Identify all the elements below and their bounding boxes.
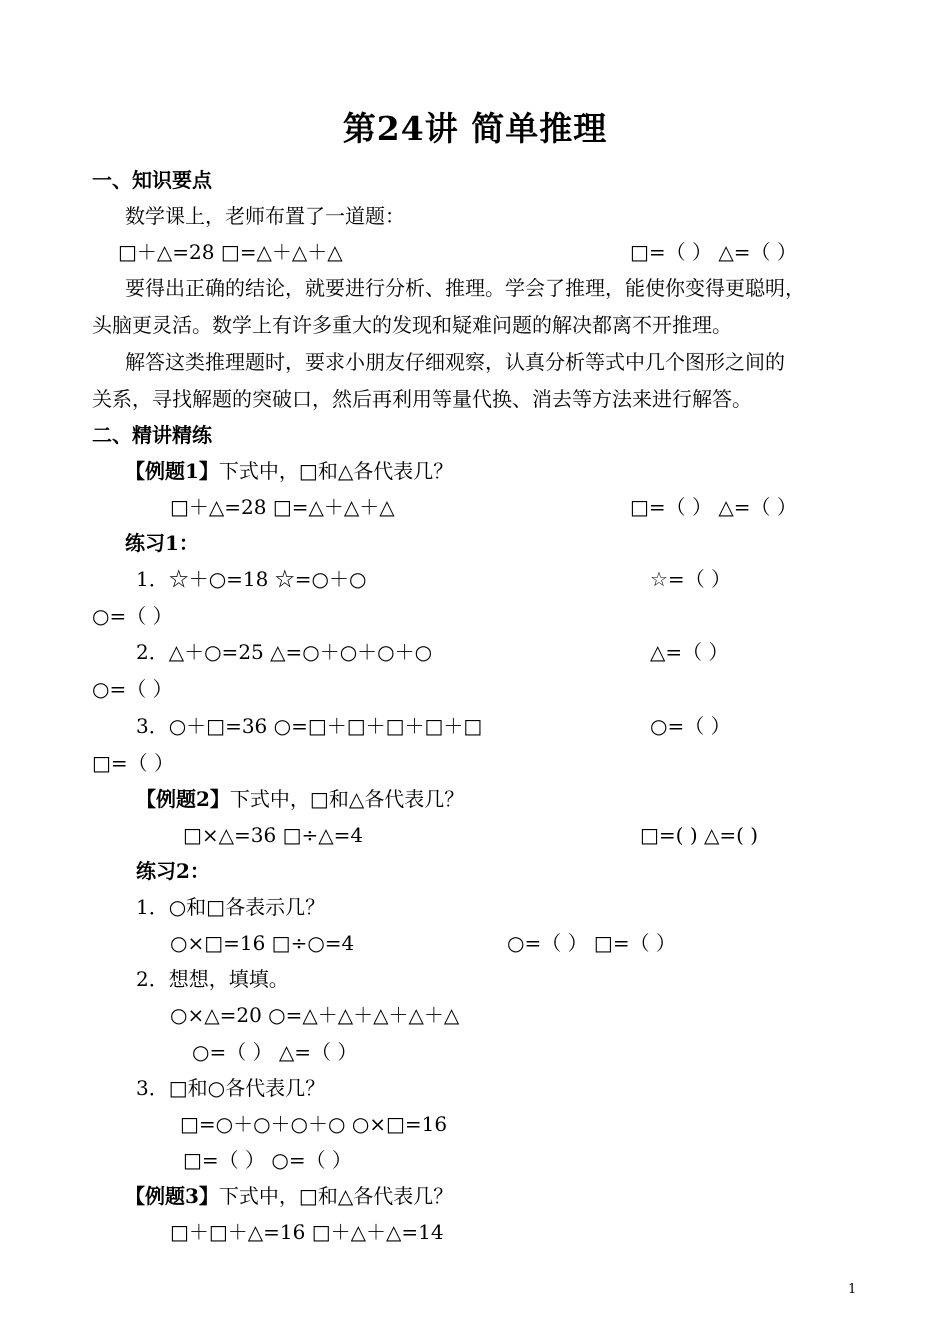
practice1-q3-answer2: □=（ ） [92,751,175,775]
practice1-q1-answer2: ○=（ ） [92,604,173,628]
example3-equation: □＋□＋△=16 □＋△＋△=14 [170,1220,444,1244]
example3-question-text: 下式中，□和△各代表几？ [218,1184,454,1208]
example3-label: 【例题3】 [125,1184,219,1208]
practice2-q3-answer-blanks: □=（ ） ○=（ ） [183,1148,352,1172]
example3-question [125,1183,453,1209]
practice2-q1-equation: ○×□=16 □÷○=4 [170,931,355,955]
example2-label: 【例题2】 [136,787,230,811]
section1-paragraph1-line1: 要得出正确的结论，就要进行分析、推理。学会了推理，能使你变得更聪明， [125,276,805,300]
practice1-q2-answer2: ○=（ ） [92,677,173,701]
practice1-q1-answer1: ☆=（ ） [650,567,732,591]
practice2-q2-text: 2．想想，填填。 [136,967,289,991]
example1-equation: □＋△=28 □=△＋△＋△ [170,495,395,519]
section1-intro: 数学课上，老师布置了一道题： [125,204,405,228]
section1-heading: 一、知识要点 [92,168,212,192]
example2-question [136,786,464,812]
practice1-q2-equation: 2．△＋○=25 △=○＋○＋○＋○ [136,640,433,664]
practice2-q2-answer-blanks: ○=（ ） △=（ ） [192,1040,358,1064]
practice1-q3-equation: 3．○＋□=36 ○=□＋□＋□＋□＋□ [136,714,483,738]
practice2-q2-equation: ○×△=20 ○=△＋△＋△＋△＋△ [170,1003,460,1027]
page-number: 1 [848,1282,857,1297]
example2-answer-blanks: □=( ) △=( ) [640,823,759,847]
example2-question-text: 下式中，□和△各代表几？ [229,787,465,811]
section1-paragraph1-line2: 头脑更灵活。数学上有许多重大的发现和疑难问题的解决都离不开推理。 [92,313,732,337]
section1-paragraph2-line1: 解答这类推理题时，要求小朋友仔细观察，认真分析等式中几个图形之间的 [125,350,785,374]
practice1-q2-answer1: △=（ ） [650,640,729,664]
example1-question [125,458,453,484]
practice1-q3-answer1: ○=（ ） [650,714,731,738]
practice2-q3-text: 3．□和○各代表几？ [136,1076,326,1100]
example2-equation: □×△=36 □÷△=4 [183,823,364,847]
section1-paragraph2-line2: 关系，寻找解题的突破口，然后再利用等量代换、消去等方法来进行解答。 [92,387,752,411]
section1-answer-blanks: □=（ ） △=（ ） [630,240,797,264]
example1-question-text: 下式中，□和△各代表几？ [218,459,454,483]
practice2-heading: 练习2： [136,859,210,883]
example1-answer-blanks: □=（ ） △=（ ） [630,495,797,519]
section2-heading: 二、精讲精练 [92,423,212,447]
practice2-q1-text: 1．○和□各表示几？ [136,895,326,919]
example1-label: 【例题1】 [125,459,219,483]
practice1-q1-equation: 1．☆＋○=18 ☆=○＋○ [136,567,367,591]
section1-equation: □＋△=28 □=△＋△＋△ [118,240,343,264]
practice1-heading: 练习1： [125,531,199,555]
practice2-q3-equation: □=○＋○＋○＋○ ○×□=16 [180,1112,448,1136]
page-title: 第24讲 简单推理 [342,109,608,148]
practice2-q1-answer-blanks: ○=（ ） □=（ ） [507,931,676,955]
